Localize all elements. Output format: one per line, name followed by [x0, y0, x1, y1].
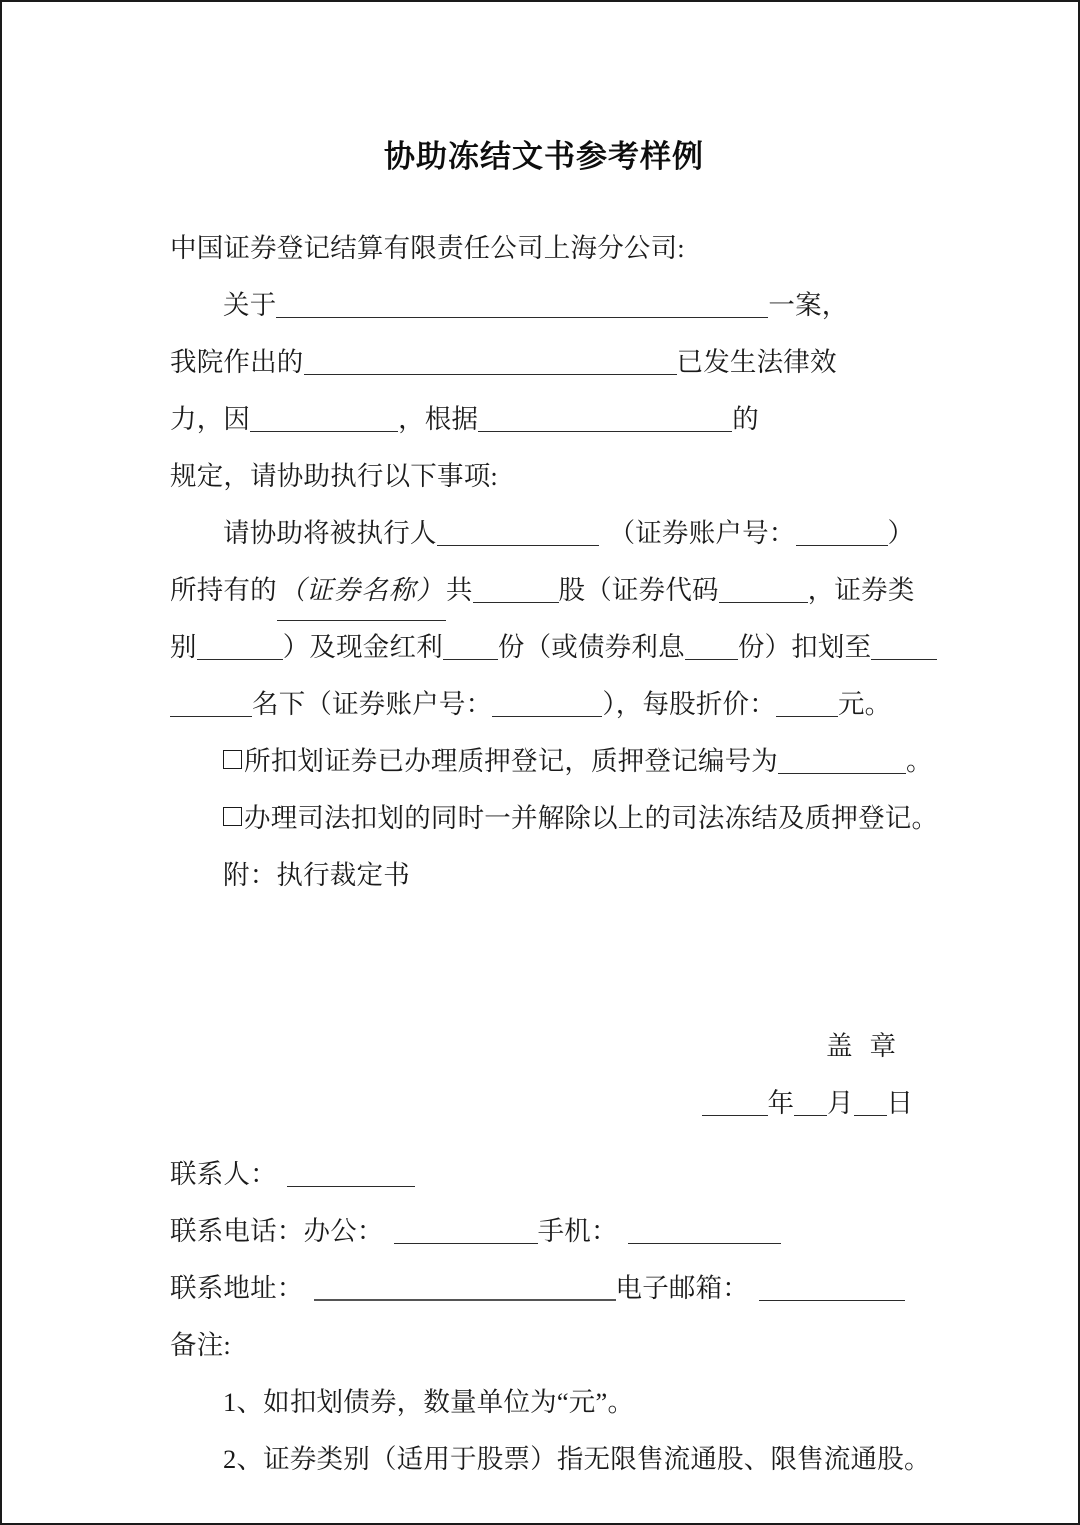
- contact-person-line: [170, 1146, 918, 1203]
- note-item-1: 1、如扣划债券，数量单位为“元”。: [223, 1387, 635, 1417]
- security-code-label: 股（证券代码: [558, 575, 719, 605]
- bond-interest-blank[interactable]: [685, 637, 738, 660]
- case-suffix-label: 一案，: [768, 290, 849, 320]
- share-count-blank[interactable]: [473, 580, 559, 603]
- share-count-label: 共: [445, 575, 473, 605]
- date-month-blank[interactable]: [794, 1093, 827, 1116]
- contact-email-label: 电子邮箱：: [615, 1273, 749, 1303]
- legal-basis-blank[interactable]: [478, 409, 732, 432]
- type-prefix-label: 别: [170, 632, 197, 662]
- date-day-blank[interactable]: [854, 1093, 887, 1116]
- date-year-blank[interactable]: [702, 1093, 768, 1116]
- contact-email-blank[interactable]: [759, 1278, 905, 1301]
- price-label: ），每股折价：: [602, 689, 776, 719]
- transfer-to-label: 份）扣划至: [737, 632, 872, 662]
- signature-block: [170, 1018, 918, 1132]
- mobile-phone-label: 手机：: [537, 1216, 618, 1246]
- reason-blank[interactable]: [250, 409, 398, 432]
- request-intro-line: 规定，请协助执行以下事项:: [170, 461, 498, 491]
- transfer-target-blank-part2[interactable]: [170, 694, 252, 717]
- stamp-label: 盖章: [826, 1031, 913, 1061]
- basis-prefix-label: 力，因: [170, 404, 251, 434]
- basis-mid-label: ，根据: [398, 404, 479, 434]
- notes-block: [170, 1317, 931, 1488]
- contact-address-label: 联系地址：: [170, 1273, 304, 1303]
- contact-phone-label: 联系电话：: [170, 1216, 304, 1246]
- checkbox-line-release: [170, 790, 939, 847]
- contact-block: [170, 1146, 918, 1317]
- security-line: [170, 562, 918, 619]
- subject-name-blank[interactable]: [437, 523, 599, 546]
- cash-dividend-label: ）及现金红利: [282, 632, 443, 662]
- office-phone-label: 办公：: [303, 1216, 384, 1246]
- mobile-phone-blank[interactable]: [628, 1221, 781, 1244]
- ruling-document-blank[interactable]: [304, 352, 677, 375]
- checkbox-pledge-label: 所扣划证券已办理质押登记，质押登记编号为: [244, 746, 778, 776]
- price-unit-label: 元。: [837, 689, 892, 719]
- subject-account-close: ）: [887, 518, 915, 548]
- bond-interest-label: 份（或债券利息: [497, 632, 685, 662]
- page-title: 协助冻结文书参考样例: [384, 139, 704, 175]
- security-name-placeholder[interactable]: （证券名称）: [277, 562, 446, 621]
- dividend-line: [170, 619, 918, 676]
- basis-suffix-label: 的: [732, 404, 759, 434]
- date-line: [170, 1075, 918, 1132]
- subject-prefix-label: 请协助将被执行人: [223, 518, 437, 548]
- checkbox-line-pledge: [170, 733, 933, 790]
- case-reference-line: [170, 277, 918, 334]
- checkbox-release-label: 办理司法扣划的同时一并解除以上的司法冻结及质押登记。: [244, 803, 939, 833]
- case-prefix-label: 关于: [223, 290, 277, 320]
- security-type-blank[interactable]: [197, 637, 283, 660]
- price-blank[interactable]: [776, 694, 838, 717]
- subject-line: [170, 505, 918, 562]
- subject-account-label: （证券账户号：: [608, 518, 796, 548]
- ruling-suffix-label: 已发生法律效: [676, 347, 837, 377]
- date-day-label: 日: [886, 1088, 913, 1118]
- cash-dividend-blank[interactable]: [443, 637, 498, 660]
- transfer-target-line: [170, 676, 918, 733]
- transfer-target-blank-part1[interactable]: [871, 637, 937, 660]
- note-item-2: 2、证券类别（适用于股票）指无限售流通股、限售流通股。: [223, 1444, 931, 1474]
- notes-heading: 备注:: [170, 1330, 231, 1360]
- letter-body: [170, 220, 939, 1018]
- stamp-line: [170, 1018, 918, 1075]
- security-code-blank[interactable]: [719, 580, 808, 603]
- date-month-label: 月: [827, 1088, 854, 1118]
- office-phone-blank[interactable]: [394, 1221, 538, 1244]
- case-name-blank[interactable]: [276, 295, 768, 318]
- contact-person-label: 联系人：: [170, 1159, 277, 1189]
- target-account-blank[interactable]: [492, 694, 602, 717]
- addressee-line: 中国证券登记结算有限责任公司上海分公司:: [170, 233, 685, 263]
- contact-person-blank[interactable]: [287, 1164, 415, 1187]
- checkbox-icon-release[interactable]: [223, 807, 242, 826]
- contact-address-blank[interactable]: [314, 1277, 616, 1301]
- security-type-label: ，证券类: [807, 575, 915, 605]
- ruling-line: [170, 334, 918, 391]
- blank-spacer-2: [170, 961, 918, 1018]
- checkbox-icon-pledge[interactable]: [223, 750, 242, 769]
- date-year-label: 年: [767, 1088, 794, 1118]
- holding-prefix-label: 所持有的: [170, 575, 277, 605]
- contact-address-line: [170, 1260, 918, 1317]
- checkbox-pledge-suffix: 。: [906, 746, 933, 776]
- basis-line: [170, 391, 918, 448]
- document-content: [170, 2, 939, 1488]
- target-account-label: 名下（证券账户号：: [252, 689, 493, 719]
- ruling-prefix-label: 我院作出的: [170, 347, 304, 377]
- blank-spacer-1: [170, 904, 918, 961]
- attachment-line: 附：执行裁定书: [223, 860, 410, 890]
- subject-account-blank[interactable]: [796, 523, 888, 546]
- pledge-number-blank[interactable]: [778, 751, 906, 774]
- contact-phone-line: [170, 1203, 918, 1260]
